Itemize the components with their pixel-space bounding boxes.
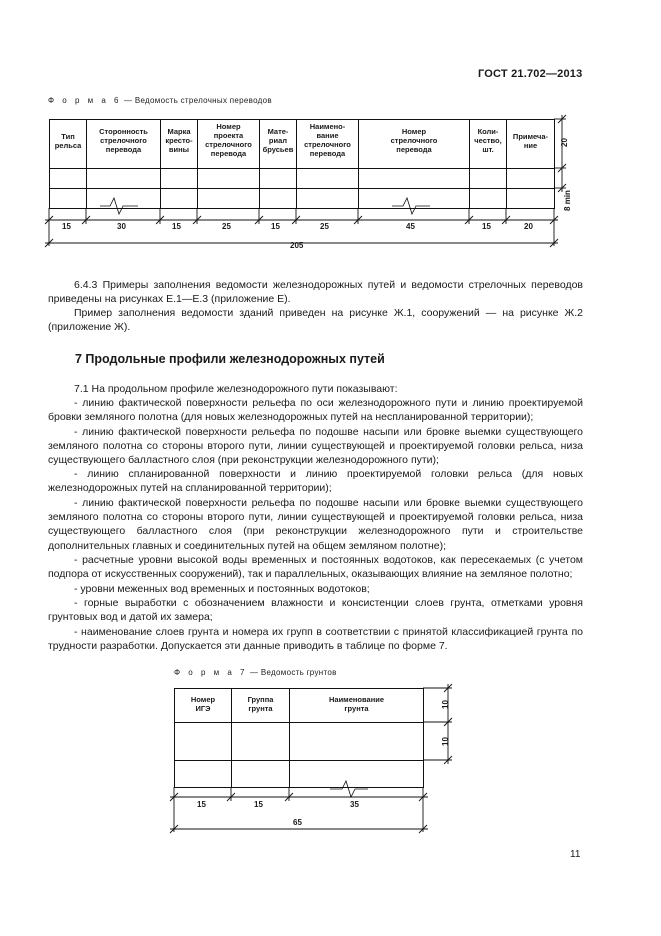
form6-col-header: Мате- риал брусьев <box>260 120 297 169</box>
form7-row-height: 10 <box>440 737 450 746</box>
form6-row-height: 8 min <box>562 190 572 211</box>
page-number: 11 <box>570 849 581 860</box>
section-7-heading: 7 Продольные профили железнодорожных путей <box>75 352 385 366</box>
form7-width-label: 15 <box>197 800 206 809</box>
form6-header-height: 20 <box>559 138 569 147</box>
form6-col-header: Сторонность стрелочного перевода <box>87 120 161 169</box>
form7-data-row <box>175 761 424 788</box>
form6-col-header: Номер проекта стрелочного перевода <box>198 120 260 169</box>
form6-col-header: Коли- чество, шт. <box>470 120 507 169</box>
form6-col-header: Примеча- ние <box>507 120 555 169</box>
section-7-item: - линию фактической поверхности рельефа по подошве насыпи или бровке выемки существующего земляного полотна со стороны второго пути, линии существующей и проектируемой головки рельса, низа существующего балластного слоя (при реконструкции железнодорожного пути и строительстве дополнительных главных и соединительных путей на общем земляном полотне); <box>48 497 583 552</box>
form6-col-header: Марка кресто- вины <box>161 120 198 169</box>
form6-width-label: 15 <box>271 222 280 231</box>
form7-caption-prefix: Ф о р м а 7 <box>174 668 248 677</box>
form6-caption-rest: — Ведомость стрелочных переводов <box>121 96 272 105</box>
form7-width-label: 35 <box>350 800 359 809</box>
form6-width-label: 15 <box>62 222 71 231</box>
section-7-item: - линию фактической поверхности рельефа по оси железнодорожного пути и линию проектируемой бровки земляного полотна (для новых железнодорожных путей на неспланированной территории); <box>48 397 583 424</box>
section-7-item: - уровни меженных вод временных и постоянных водотоков; <box>74 583 370 595</box>
form6-col-header: Наимено- вание стрелочного перевода <box>297 120 359 169</box>
form6-width-label: 45 <box>406 222 415 231</box>
form7-width-label: 15 <box>254 800 263 809</box>
form6-width-label: 25 <box>222 222 231 231</box>
section-7-item: - линию фактической поверхности рельефа по подошве насыпи или бровке выемки существующего земляного полотна со стороны второго пути, линии существующей и проектируемой головки рельса, низа существующего балластного слоя (при реконструкции железнодорожного пути); <box>48 426 583 467</box>
form7-col-header: Наименование грунта <box>290 689 424 723</box>
form6-width-label: 30 <box>117 222 126 231</box>
form7-col-header: Группа грунта <box>232 689 290 723</box>
form6-width-label: 15 <box>172 222 181 231</box>
form7-data-row <box>175 723 424 761</box>
section-7-item: - наименование слоев грунта и номера их групп в соответствии с принятой классификацией грунта по трудности разработки. Допускается эти данные приводить в таблице по форме 7. <box>48 626 583 653</box>
form7-caption <box>174 668 337 677</box>
form6-width-label: 15 <box>482 222 491 231</box>
standard-designation: ГОСТ 21.702—2013 <box>478 68 583 80</box>
form7-table <box>174 688 424 788</box>
form6-width-label: 25 <box>320 222 329 231</box>
section-7-item: - линию спланированной поверхности и линию проектируемой головки рельса (для новых железнодорожных путей на спланированной территории); <box>48 468 583 495</box>
section-7-item: - расчетные уровни высокой воды временных и постоянных водотоков, как пересекаемых (с учетом подпора от искусственных сооружений), так и параллельных, оказывающих влияние на земляное полотно; <box>48 554 583 581</box>
form7-caption-rest: — Ведомость грунтов <box>247 668 337 677</box>
form7-header-row <box>175 689 424 723</box>
section-7-item: - горные выработки с обозначением влажности и консистенции слоев грунта, отметками уровня грунтовых вод и датой их замера; <box>48 597 583 624</box>
form6-caption-prefix: Ф о р м а 6 <box>48 96 122 105</box>
section-7-intro: 7.1 На продольном профиле железнодорожного пути показывают: <box>74 383 398 395</box>
form7-total-width: 65 <box>293 818 302 827</box>
form6-col-header: Номер стрелочного перевода <box>359 120 470 169</box>
form7-header-height: 10 <box>440 700 450 709</box>
paragraph-6-4-3-note: Пример заполнения ведомости зданий приведен на рисунке Ж.1, сооружений — на рисунке Ж.2 (приложение Ж). <box>48 307 583 334</box>
paragraph-6-4-3: 6.4.3 Примеры заполнения ведомости железнодорожных путей и ведомости стрелочных переводов приведены на рисунках Е.1—Е.3 (приложение Е). <box>48 279 583 306</box>
form7-col-header: Номер ИГЭ <box>175 689 232 723</box>
form6-width-label: 20 <box>524 222 533 231</box>
form6-total-width: 205 <box>290 241 304 250</box>
form6-col-header: Тип рельса <box>50 120 87 169</box>
